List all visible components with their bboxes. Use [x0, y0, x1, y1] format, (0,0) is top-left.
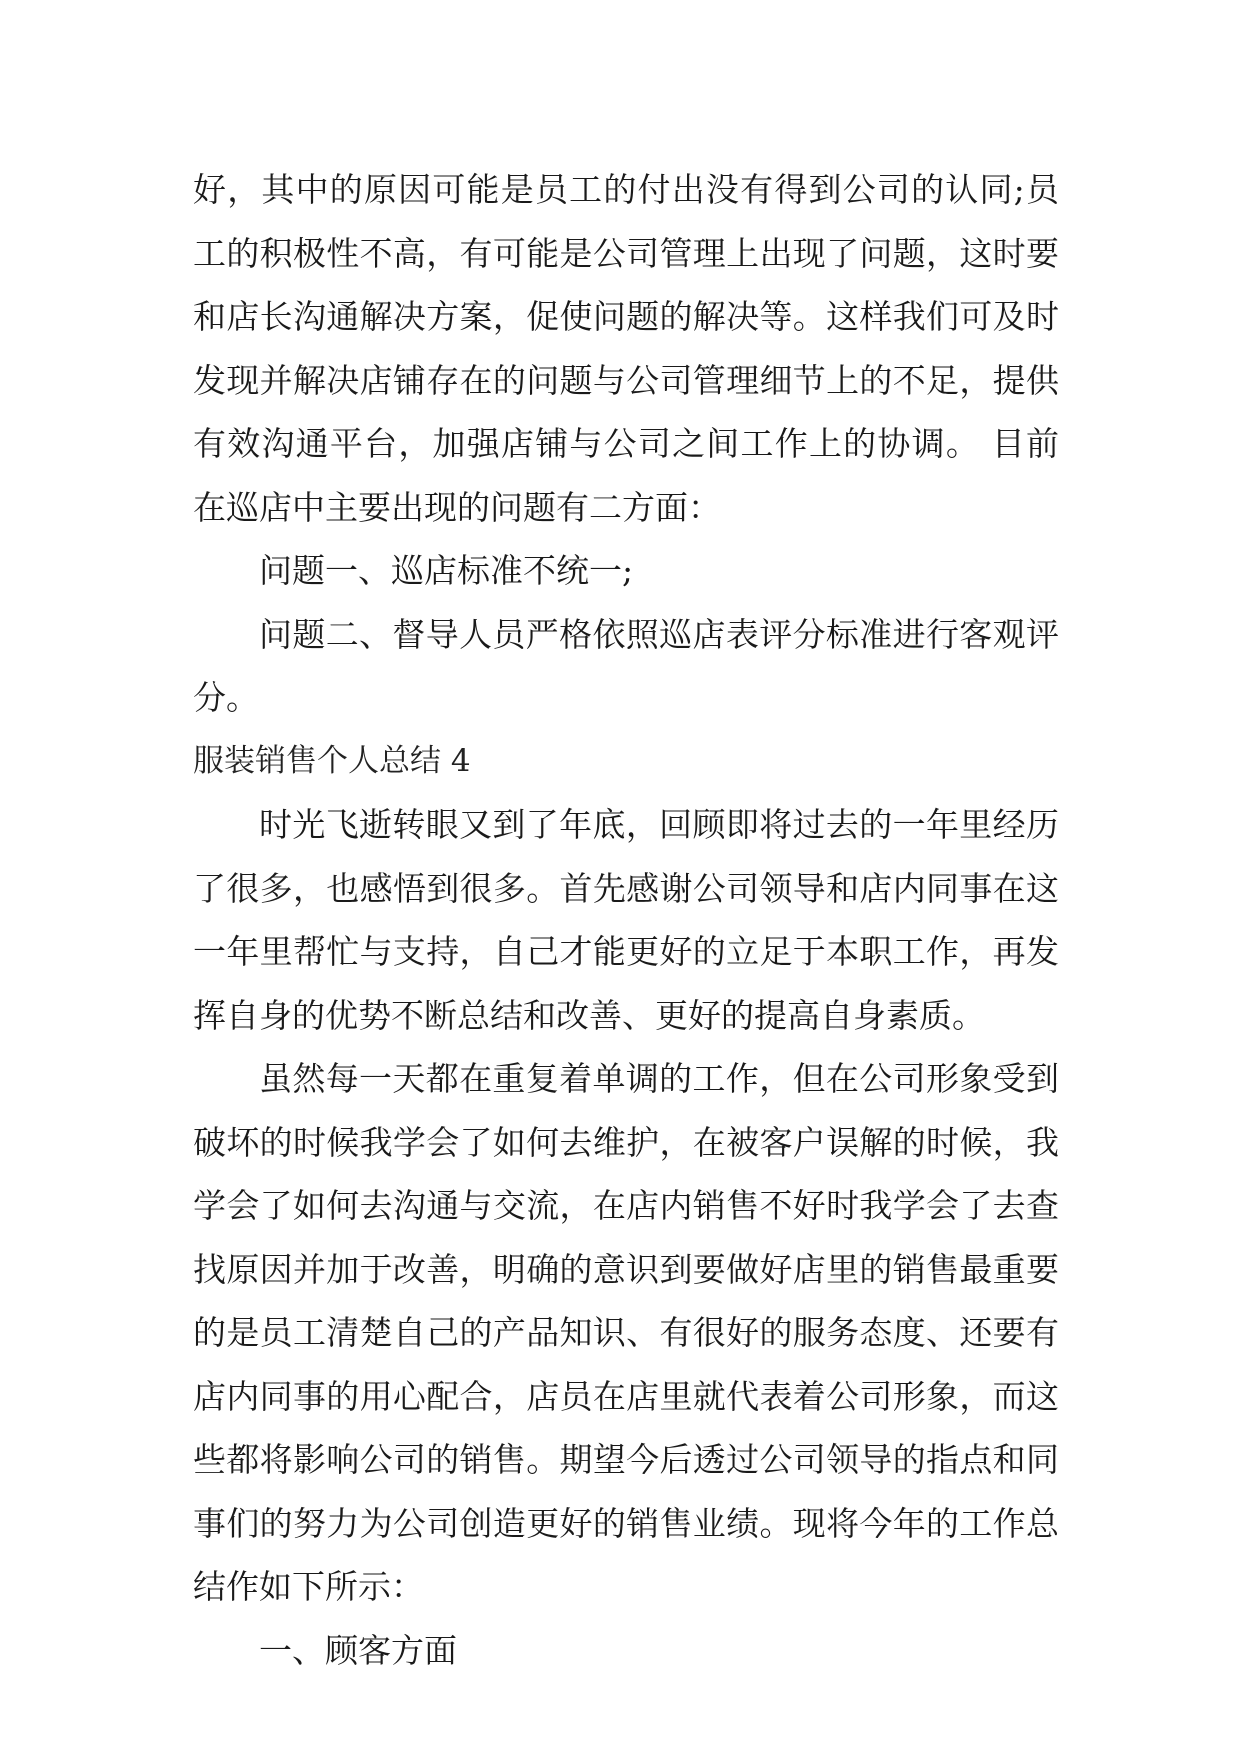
body-text-line: 在巡店中主要出现的问题有二方面： — [193, 487, 721, 527]
body-text-line: 问题二、督导人员严格依照巡店表评分标准进行客观评 — [259, 614, 1059, 654]
body-text-line: 挥自身的优势不断总结和改善、更好的提高自身素质。 — [193, 995, 985, 1035]
body-text-line: 学会了如何去沟通与交流，在店内销售不好时我学会了去查 — [193, 1186, 1059, 1225]
body-text-line: 发现并解决店铺存在的问题与公司管理细节上的不足，提供 — [193, 360, 1059, 400]
body-text-line: 些都将影响公司的销售。期望今后透过公司领导的指点和同 — [193, 1440, 1059, 1479]
document-page — [193, 158, 1059, 1682]
body-text-line: 问题一、巡店标准不统一; — [259, 551, 634, 590]
section-heading: 服装销售个人总结 4 — [193, 742, 471, 779]
body-text-line: 工的积极性不高，有可能是公司管理上出现了问题，这时要 — [193, 233, 1059, 273]
body-text-line: 店内同事的用心配合，店员在店里就代表着公司形象，而这 — [193, 1376, 1059, 1416]
body-text-line: 事们的努力为公司创造更好的销售业绩。现将今年的工作总 — [193, 1503, 1059, 1543]
body-text-line: 一、顾客方面 — [259, 1630, 457, 1670]
body-text-line: 时光飞逝转眼又到了年底，回顾即将过去的一年里经历 — [259, 805, 1059, 844]
body-text-line: 破坏的时候我学会了如何去维护，在被客户误解的时候，我 — [193, 1122, 1059, 1162]
body-text-line: 好，其中的原因可能是员工的付出没有得到公司的认同;员 — [193, 170, 1059, 209]
body-text-line: 结作如下所示： — [193, 1567, 424, 1606]
body-text-line: 了很多，也感悟到很多。首先感谢公司领导和店内同事在这 — [193, 868, 1059, 908]
body-text-line: 虽然每一天都在重复着单调的工作，但在公司形象受到 — [259, 1059, 1059, 1098]
body-text-line: 和店长沟通解决方案，促使问题的解决等。这样我们可及时 — [193, 297, 1059, 336]
body-text-line: 一年里帮忙与支持，自己才能更好的立足于本职工作，再发 — [193, 932, 1059, 971]
body-text-line: 找原因并加于改善，明确的意识到要做好店里的销售最重要 — [193, 1249, 1059, 1289]
body-text-line: 有效沟通平台，加强店铺与公司之间工作上的协调。 目前 — [193, 424, 1059, 463]
body-text-line: 的是员工清楚自己的产品知识、有很好的服务态度、还要有 — [193, 1313, 1059, 1352]
body-text-line: 分。 — [193, 678, 259, 717]
